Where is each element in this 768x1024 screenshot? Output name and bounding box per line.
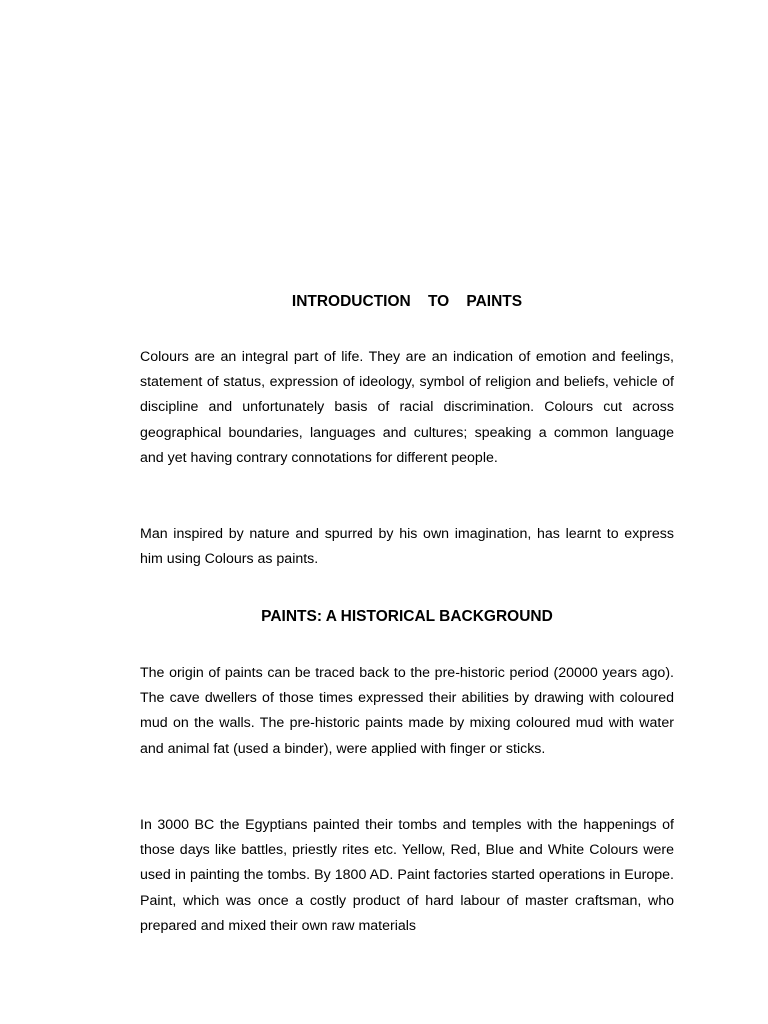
paragraph-colours-intro: Colours are an integral part of life. They are an indication of emotion and feelings, statement of status, expression of ideology, symbol of religion and beliefs, vehicle of discipline and unfortunately basis of racial discrimination. Colours cut across geographical boundaries, languages and cultures; speaking a common language and yet having contrary connotations for different people.: [140, 349, 674, 466]
paragraph-origin-of-paints: The origin of paints can be traced back to the pre-historic period (20000 years ago). The cave dwellers of those times expressed their abilities by drawing with coloured mud on the walls. The pre-historic paints made by mixing coloured mud with water and animal fat (used a binder), were applied with finger or sticks.: [140, 665, 674, 757]
section-heading-introduction: INTRODUCTION TO PAINTS: [291, 293, 523, 310]
paragraph-egyptians: In 3000 BC the Egyptians painted their tombs and temples with the happenings of those days like battles, priestly rites etc. Yellow, Red, Blue and White Colours were used in painting the tombs. By 1800 AD. Paint factories started operations in Europe. Paint, which was once a costly product of hard labour of master craftsman, who prepared and mixed their own raw materials: [140, 817, 674, 934]
paragraph-man-inspired: Man inspired by nature and spurred by his own imagination, has learnt to express him using Colours as paints.: [140, 526, 674, 568]
section-heading-historical-background: PAINTS: A HISTORICAL BACKGROUND: [261, 608, 553, 625]
